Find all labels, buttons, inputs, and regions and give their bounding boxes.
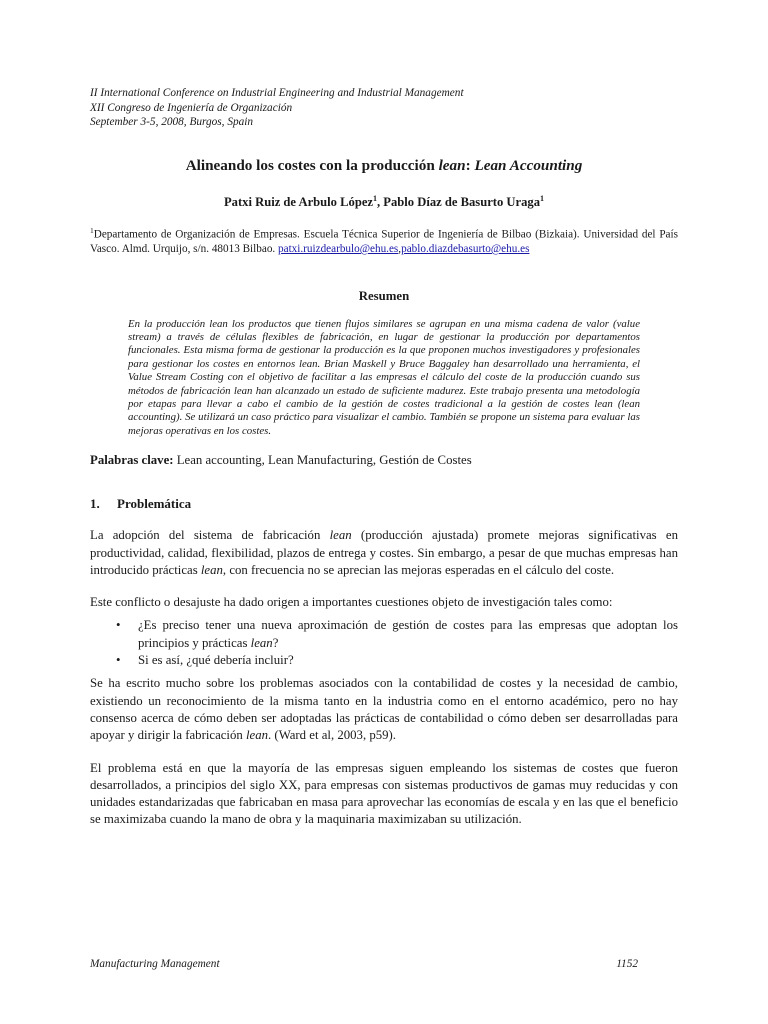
author-2-sup: 1 xyxy=(540,193,545,203)
affiliation-text: Departamento de Organización de Empresas. Escuela Técnica Superior de Ingeniería de Bilbao (Bizkaia). Universidad del País Vasco. Almd. Urquijo, s/n. 48013 Bilbao. xyxy=(90,228,678,256)
title-part-2: : xyxy=(465,156,475,174)
affiliation-sup: 1 xyxy=(90,225,94,235)
paragraph-4: El problema está en que la mayoría de las empresas siguen empleando los sistemas de costes que fueron desarrollados, a principios del siglo XX, para empresas con sistemas productivos de gamas muy reducidas y con unidades estandarizadas que fabricaban en masa para aprovechar las economías de escala y en las que el beneficio se maximizaba cuando la mano de obra y la maquinaria maximizaban su utilización. xyxy=(90,760,678,827)
conference-line-1: II International Conference on Industrial Engineering and Industrial Management xyxy=(90,87,464,99)
page-number: 1152 xyxy=(616,958,638,970)
author-1-sup: 1 xyxy=(373,193,377,203)
abstract-heading: Resumen xyxy=(358,288,410,303)
email-link-1[interactable]: patxi.ruizdearbulo@ehu.es xyxy=(278,243,399,256)
conference-header xyxy=(90,86,678,130)
footer-journal: Manufacturing Management xyxy=(90,958,220,970)
paragraph-3-italic-lean: lean xyxy=(245,728,269,743)
bullet-icon: • xyxy=(116,653,121,668)
paragraph-1-text-a: La adopción del sistema de fabricación xyxy=(90,528,330,543)
paper-page xyxy=(90,86,678,829)
keywords-label: Palabras clave: xyxy=(90,453,174,468)
keywords-text: Lean accounting, Lean Manufacturing, Gestión de Costes xyxy=(173,453,472,468)
author-1: Patxi Ruiz de Arbulo López xyxy=(223,194,373,209)
list-item-1-italic: lean xyxy=(250,635,273,650)
paragraph-2: Este conflicto o desajuste ha dado origen a importantes cuestiones objeto de investigación tales como: xyxy=(90,595,613,610)
paragraph-1 xyxy=(90,527,678,579)
list-item xyxy=(90,617,678,652)
paragraph-1-text-c: (producción ajustada) promete mejoras significativas en productividad, calidad, flexibilidad, plazos de entrega y costes. Sin embargo, a pesar de que muchas empresas han introducido prácticas xyxy=(90,528,678,577)
authors xyxy=(90,194,678,210)
title-part-1: Alineando los costes con la producción xyxy=(185,156,439,174)
email-link-2[interactable]: pablo.diazdebasurto@ehu.es xyxy=(401,243,530,256)
paragraph-3 xyxy=(90,675,678,744)
title-italic-word: lean xyxy=(438,156,466,174)
title-italic-tail: Lean Accounting xyxy=(474,156,583,174)
author-2: Pablo Díaz de Basurto Uraga xyxy=(383,194,541,209)
section-title: Problemática xyxy=(117,496,192,512)
affiliation xyxy=(90,224,678,257)
section-heading xyxy=(90,496,678,512)
paragraph-1-italic-lean-1: lean xyxy=(329,528,352,543)
paragraph-1-italic-lean-2: lean xyxy=(200,562,223,577)
section-number: 1. xyxy=(90,496,100,512)
conference-line-2: XII Congreso de Ingeniería de Organización xyxy=(90,101,293,114)
conference-line-3: September 3-5, 2008, Burgos, Spain xyxy=(90,116,254,128)
author-separator: , xyxy=(377,194,384,209)
list-item-1-text: ¿Es preciso tener una nueva aproximación de gestión de costes para las empresas que adoptan los principios y prácticas xyxy=(138,618,678,650)
page-footer xyxy=(90,958,638,970)
bullet-icon: • xyxy=(116,618,121,633)
paragraph-3-citation: . (Ward et al, 2003, p59). xyxy=(268,728,396,743)
email-comma: , xyxy=(398,243,402,256)
list-item-2-text: Si es así, ¿qué debería incluir? xyxy=(138,653,294,668)
question-list xyxy=(90,617,678,669)
paragraph-3-text-a: Se ha escrito mucho sobre los problemas asociados con la contabilidad de costes y la necesidad de cambio, existiendo un reconocimiento de la misma tanto en la industria como en el entorno académico, pero no hay consenso acerca de cómo deben ser adoptadas las prácticas de contabilidad o cómo deben ser desarrolladas para apoyar y dirigir la fabricación xyxy=(90,676,678,743)
paper-title xyxy=(90,157,678,175)
keywords xyxy=(90,453,678,468)
list-item xyxy=(90,652,678,669)
list-item-1-end: ? xyxy=(272,635,279,650)
abstract-text: En la producción lean los productos que tienen flujos similares se agrupan en una misma cadena de valor (value stream) a través de células flexibles de fabricación, en lugar de gestionar la producción por departamentos funcionales. Esta misma forma de gestionar la producción es la que proponen muchos investigadores y profesionales para gestionar los costes en entornos lean. Brian Maskell y Bruce Baggaley han desarrollado una herramienta, el Value Stream Costing con el objetivo de facilitar a las empresas el cálculo del coste de la producción cuando sus métodos de fabricación lean han alcanzado un estado de suficiente madurez. Este trabajo presenta una metodología por etapas para llevar a cabo el cambio de la gestión de costes tradicional a la gestión de costes lean (lean accounting). Se utilizará un caso práctico para visualizar el cambio. También se propone un sistema para evaluar las mejoras operativas en los costes. xyxy=(128,317,640,437)
paragraph-1-text-e: , con frecuencia no se aprecian las mejoras esperadas en el cálculo del coste. xyxy=(222,562,615,577)
